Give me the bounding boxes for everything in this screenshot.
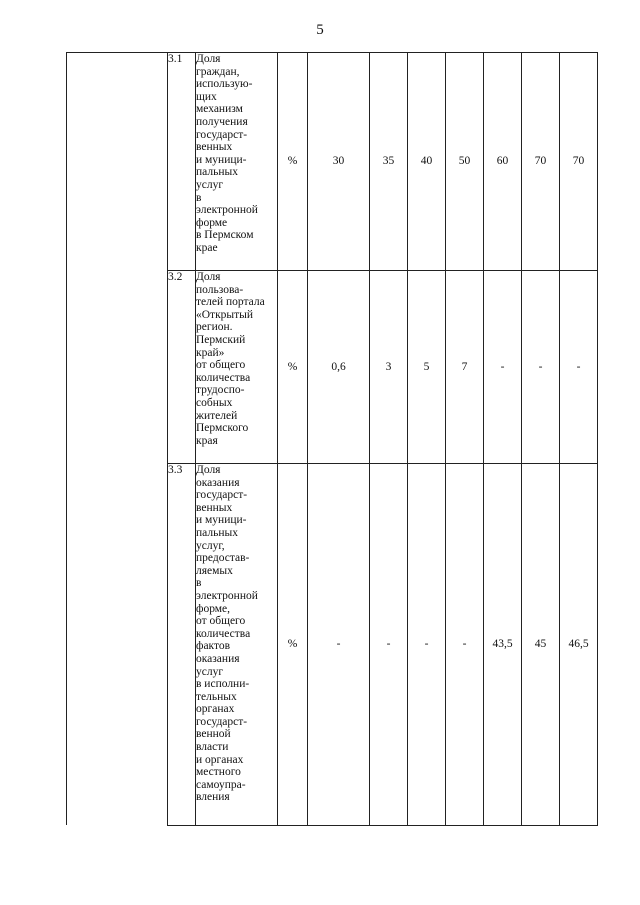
value-cell: 43,5: [484, 464, 522, 826]
indicator-name-line: количества: [196, 627, 251, 640]
row-number: 3.3: [168, 464, 196, 826]
indicator-name-line: и муници-: [196, 514, 247, 527]
table-row: [168, 271, 598, 464]
indicator-name-line: от общего: [196, 615, 246, 628]
indicator-name: [196, 464, 278, 826]
indicator-name-line: механизм: [196, 103, 243, 116]
indicator-name-line: Доля: [196, 53, 221, 65]
indicator-name-line: от общего: [196, 359, 246, 372]
indicator-name-line: в исполни-: [196, 678, 250, 691]
indicator-name-line: и муници-: [196, 153, 247, 166]
indicator-name-line: услуг: [196, 665, 224, 678]
indicators-table: [167, 52, 598, 826]
indicator-name-line: в: [196, 191, 202, 204]
indicator-name-line: услуг: [196, 178, 224, 191]
indicator-name-line: Доля: [196, 271, 221, 283]
unit-cell: %: [278, 464, 308, 826]
value-cell: 46,5: [560, 464, 598, 826]
indicator-name-line: Доля: [196, 464, 221, 476]
indicator-name-line: фактов: [196, 640, 231, 653]
indicator-name-line: в: [196, 577, 202, 590]
indicator-name-line: крае: [196, 241, 218, 254]
value-cell: 35: [370, 53, 408, 271]
indicator-name-line: жителей: [196, 409, 238, 422]
indicator-name-line: венной: [196, 728, 231, 741]
indicator-name-line: пальных: [196, 526, 238, 539]
indicator-name-line: телей портала: [196, 296, 265, 309]
value-cell: 5: [408, 271, 446, 464]
value-cell: 70: [522, 53, 560, 271]
value-cell: 7: [446, 271, 484, 464]
indicator-name-line: самоупра-: [196, 778, 246, 791]
indicator-name-line: Пермский: [196, 333, 246, 346]
value-cell: 3: [370, 271, 408, 464]
indicator-name-line: края: [196, 434, 218, 447]
value-cell: -: [446, 464, 484, 826]
indicator-name-line: Пермского: [196, 422, 249, 435]
page-number: 5: [316, 22, 324, 38]
value-cell: 45: [522, 464, 560, 826]
indicator-name-line: получения: [196, 115, 248, 128]
table-row: [168, 464, 598, 826]
unit-cell: %: [278, 53, 308, 271]
row-number: 3.1: [168, 53, 196, 271]
indicator-name-line: форме,: [196, 602, 231, 615]
indicator-name-line: государст-: [196, 715, 248, 728]
table-row: [168, 53, 598, 271]
indicator-name-line: предостав-: [196, 552, 250, 565]
indicator-name-line: венных: [196, 501, 233, 514]
value-cell: -: [484, 271, 522, 464]
value-cell: 50: [446, 53, 484, 271]
indicator-name-line: тельных: [196, 690, 237, 703]
value-cell: 40: [408, 53, 446, 271]
indicator-name-line: щих: [196, 90, 217, 103]
value-cell: 60: [484, 53, 522, 271]
table-left-frame: [66, 52, 167, 825]
indicator-name-line: «Открытый: [196, 308, 254, 321]
indicator-name-line: оказания: [196, 476, 240, 489]
value-cell: 70: [560, 53, 598, 271]
indicator-name-line: электронной: [196, 589, 258, 602]
indicator-name-line: оказания: [196, 652, 240, 665]
indicator-name: [196, 271, 278, 464]
indicator-name-line: трудоспо-: [196, 384, 245, 397]
indicator-name-line: пальных: [196, 166, 238, 179]
indicator-name-line: количества: [196, 371, 251, 384]
value-cell: 0,6: [308, 271, 370, 464]
indicator-name-line: услуг,: [196, 539, 225, 552]
indicator-name-line: регион.: [196, 321, 233, 334]
indicator-name-line: граждан,: [196, 65, 240, 78]
value-cell: -: [408, 464, 446, 826]
value-cell: -: [522, 271, 560, 464]
value-cell: -: [370, 464, 408, 826]
indicator-name-line: использую-: [196, 78, 253, 91]
indicator-name-line: форме: [196, 216, 228, 229]
indicator-name-line: венных: [196, 141, 233, 154]
indicator-name-line: в Пермском: [196, 229, 254, 242]
indicator-name-line: электронной: [196, 204, 258, 217]
indicator-name-line: и органах: [196, 753, 244, 766]
indicator-name-line: собных: [196, 396, 233, 409]
indicator-name-line: органах: [196, 703, 235, 716]
indicator-name: [196, 53, 278, 271]
indicator-name-line: государст-: [196, 489, 248, 502]
indicator-name-line: ляемых: [196, 564, 233, 577]
indicator-name-line: пользова-: [196, 283, 244, 296]
row-number: 3.2: [168, 271, 196, 464]
value-cell: -: [560, 271, 598, 464]
indicator-name-line: край»: [196, 346, 225, 359]
indicator-name-line: вления: [196, 791, 230, 804]
indicator-name-line: государст-: [196, 128, 248, 141]
value-cell: -: [308, 464, 370, 826]
unit-cell: %: [278, 271, 308, 464]
indicator-name-line: власти: [196, 741, 229, 754]
table-body: [168, 53, 598, 826]
indicator-name-line: местного: [196, 766, 241, 779]
value-cell: 30: [308, 53, 370, 271]
